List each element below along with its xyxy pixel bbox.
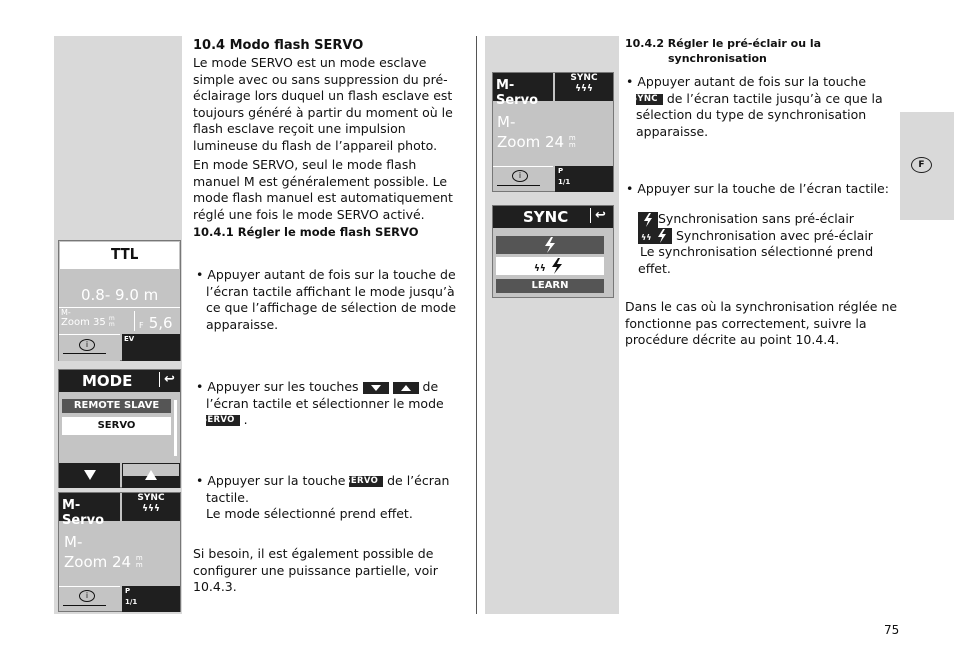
subsection-title: 10.4.1 Régler le mode flash SERVO xyxy=(193,225,419,239)
paragraph: Le mode SERVO est un mode esclave simple avec ou sans suppression du pré-éclairage lors duquel un flash esclave est toujours généré à partir du moment où le flash esclave reçoit une impulsion lumineuse du flash de l’appareil photo. xyxy=(193,55,453,153)
option-note: effet. xyxy=(638,260,671,276)
m-label: M- xyxy=(497,113,516,131)
sync-header xyxy=(493,206,613,228)
ttl-screen xyxy=(58,240,181,361)
mservo-mode-button[interactable] xyxy=(59,493,120,528)
info-button[interactable] xyxy=(493,166,553,192)
info-button[interactable] xyxy=(59,586,120,612)
bullet-text: • Appuyer sur la touche xyxy=(196,473,346,488)
mode-header xyxy=(59,370,180,392)
mode-screen xyxy=(58,369,181,488)
sync-screen xyxy=(492,205,614,298)
unit: m xyxy=(568,141,576,149)
option-note: Le synchronisation sélectionné prend xyxy=(640,244,874,259)
range-value: 0.8- 9.0 m xyxy=(81,286,159,304)
title-line: synchronisation xyxy=(668,52,767,65)
scrollbar[interactable] xyxy=(174,400,177,456)
unit: m xyxy=(135,554,143,562)
title-line: 10.4.2 Régler le pré-éclair ou la xyxy=(625,37,822,50)
zoom-text: Zoom 24 xyxy=(64,553,132,571)
mservo-screen-right xyxy=(492,72,614,192)
p-label: P xyxy=(558,167,564,175)
up-button[interactable] xyxy=(122,463,180,488)
bullet-step-3 xyxy=(196,473,466,523)
section-title: 10.4 Modo flash SERVO xyxy=(193,38,364,53)
mode-title: M-Servo xyxy=(62,498,104,528)
multi-flash-icon xyxy=(638,228,672,244)
learn-button[interactable]: LEARN xyxy=(496,279,604,293)
bullet-sync-1 xyxy=(626,74,896,140)
bullet-text: de l’écran tactile. xyxy=(206,473,450,505)
zoom-text: Zoom 24 xyxy=(497,133,565,151)
info-icon: i xyxy=(79,590,95,602)
zoom-value xyxy=(61,316,115,328)
sync-button[interactable] xyxy=(122,493,180,521)
sync-option-single[interactable] xyxy=(496,236,604,254)
info-icon: i xyxy=(512,170,528,182)
mservo-screen xyxy=(58,492,181,612)
unit: m xyxy=(568,134,576,142)
option-label: Synchronisation avec pré-éclair xyxy=(675,227,873,243)
zoom-text: Zoom 35 xyxy=(61,317,106,328)
unit: m xyxy=(108,321,115,328)
m-label: M- xyxy=(61,308,71,317)
down-button[interactable] xyxy=(59,463,120,488)
mode-title: MODE xyxy=(82,372,133,390)
ratio-label: 1/1 xyxy=(125,598,138,606)
divider xyxy=(134,311,135,331)
power-button[interactable] xyxy=(555,166,613,192)
info-icon: i xyxy=(79,339,95,351)
subsection-title xyxy=(625,36,885,66)
bullet-text: de l’écran tactile et sélectionner le mode xyxy=(206,379,444,411)
m-label: M- xyxy=(64,533,83,551)
down-key-icon xyxy=(363,382,389,394)
sync-title: SYNC xyxy=(523,208,569,226)
f-value: 5,6 xyxy=(148,314,173,332)
mode-option-remote-slave[interactable]: REMOTE SLAVE xyxy=(62,399,171,413)
power-button[interactable] xyxy=(122,586,180,612)
f-label: F xyxy=(139,321,144,330)
sync-tag: SYNC xyxy=(636,94,663,105)
aperture xyxy=(139,313,173,332)
option-with-preflash xyxy=(638,228,898,245)
mode-title: M-Servo xyxy=(496,78,538,108)
bullet-sync-2: • Appuyer sur la touche de l’écran tactile: xyxy=(626,181,889,196)
single-flash-icon xyxy=(540,236,560,254)
bullet-text: de l’écran tactile jusqu’à ce que la sélection du type de synchronisation apparaisse. xyxy=(636,90,883,139)
up-arrow-icon xyxy=(122,463,180,488)
divider xyxy=(59,307,180,308)
bullet-text: • Appuyer autant de fois sur la touche xyxy=(626,74,867,89)
unit: m xyxy=(135,561,143,569)
ratio-label: 1/1 xyxy=(558,178,571,186)
back-icon[interactable]: ↩ xyxy=(159,372,175,387)
bullet-text: • Appuyer sur les touches xyxy=(196,379,359,394)
sync-options xyxy=(638,211,898,277)
column-separator xyxy=(476,36,477,614)
sync-label: SYNC xyxy=(137,493,165,503)
bullet-step-1: • Appuyer autant de fois sur la touche de l’écran tactile affichant le mode jusqu’à ce que l’affichage de sélection de mode apparaisse. xyxy=(196,267,457,332)
zoom-value xyxy=(64,553,143,571)
mode-label: TTL xyxy=(111,245,139,263)
option-no-preflash xyxy=(638,211,898,228)
mode-option-servo[interactable]: SERVO xyxy=(62,417,171,435)
bullet-step-2: • Appuyer sur les touches de l’écran tactile et sélectionner le mode SERVO . xyxy=(196,379,444,427)
left-text-column xyxy=(193,38,465,240)
sync-button[interactable] xyxy=(555,73,613,101)
ev-button[interactable] xyxy=(122,334,180,361)
svg-text:ϟϟ: ϟϟ xyxy=(641,233,652,242)
svg-text:ϟϟ: ϟϟ xyxy=(534,264,546,274)
down-arrow-icon xyxy=(59,463,120,488)
unit: m xyxy=(108,315,115,322)
single-flash-icon xyxy=(638,212,658,228)
sync-label: SYNC xyxy=(570,73,598,83)
mservo-mode-button[interactable] xyxy=(493,73,553,108)
multi-flash-icon: ϟϟϟ xyxy=(575,84,593,94)
ttl-mode-button[interactable] xyxy=(59,241,180,269)
zoom-value xyxy=(497,133,576,151)
multi-flash-icon: ϟϟϟ xyxy=(142,504,160,514)
option-label: Synchronisation sans pré-éclair xyxy=(658,211,854,226)
paragraph: Dans le cas où la synchronisation réglée ne fonctionne pas correctement, suivre la procédure décrite au point 10.4.4. xyxy=(625,299,898,347)
info-button[interactable] xyxy=(59,334,120,361)
bullet-text: Le mode sélectionné prend effet. xyxy=(206,506,413,521)
servo-tag: SERVO xyxy=(206,415,240,426)
sync-option-multi[interactable] xyxy=(496,257,604,275)
p-label: P xyxy=(125,587,131,595)
multi-flash-icon xyxy=(532,257,568,275)
ev-label: EV xyxy=(124,335,135,343)
back-icon[interactable]: ↩ xyxy=(590,208,606,223)
paragraph: Si besoin, il est également possible de configurer une puissance partielle, voir 10.4.3. xyxy=(193,546,438,594)
paragraph: En mode SERVO, seul le mode flash manuel M est généralement possible. Le mode flash manuel est automatiquement réglé une fois le mode SERVO activé. xyxy=(193,157,453,222)
up-key-icon xyxy=(393,382,419,394)
language-badge: F xyxy=(911,157,932,173)
page-number: 75 xyxy=(884,623,900,637)
servo-tag: SERVO xyxy=(349,476,383,487)
